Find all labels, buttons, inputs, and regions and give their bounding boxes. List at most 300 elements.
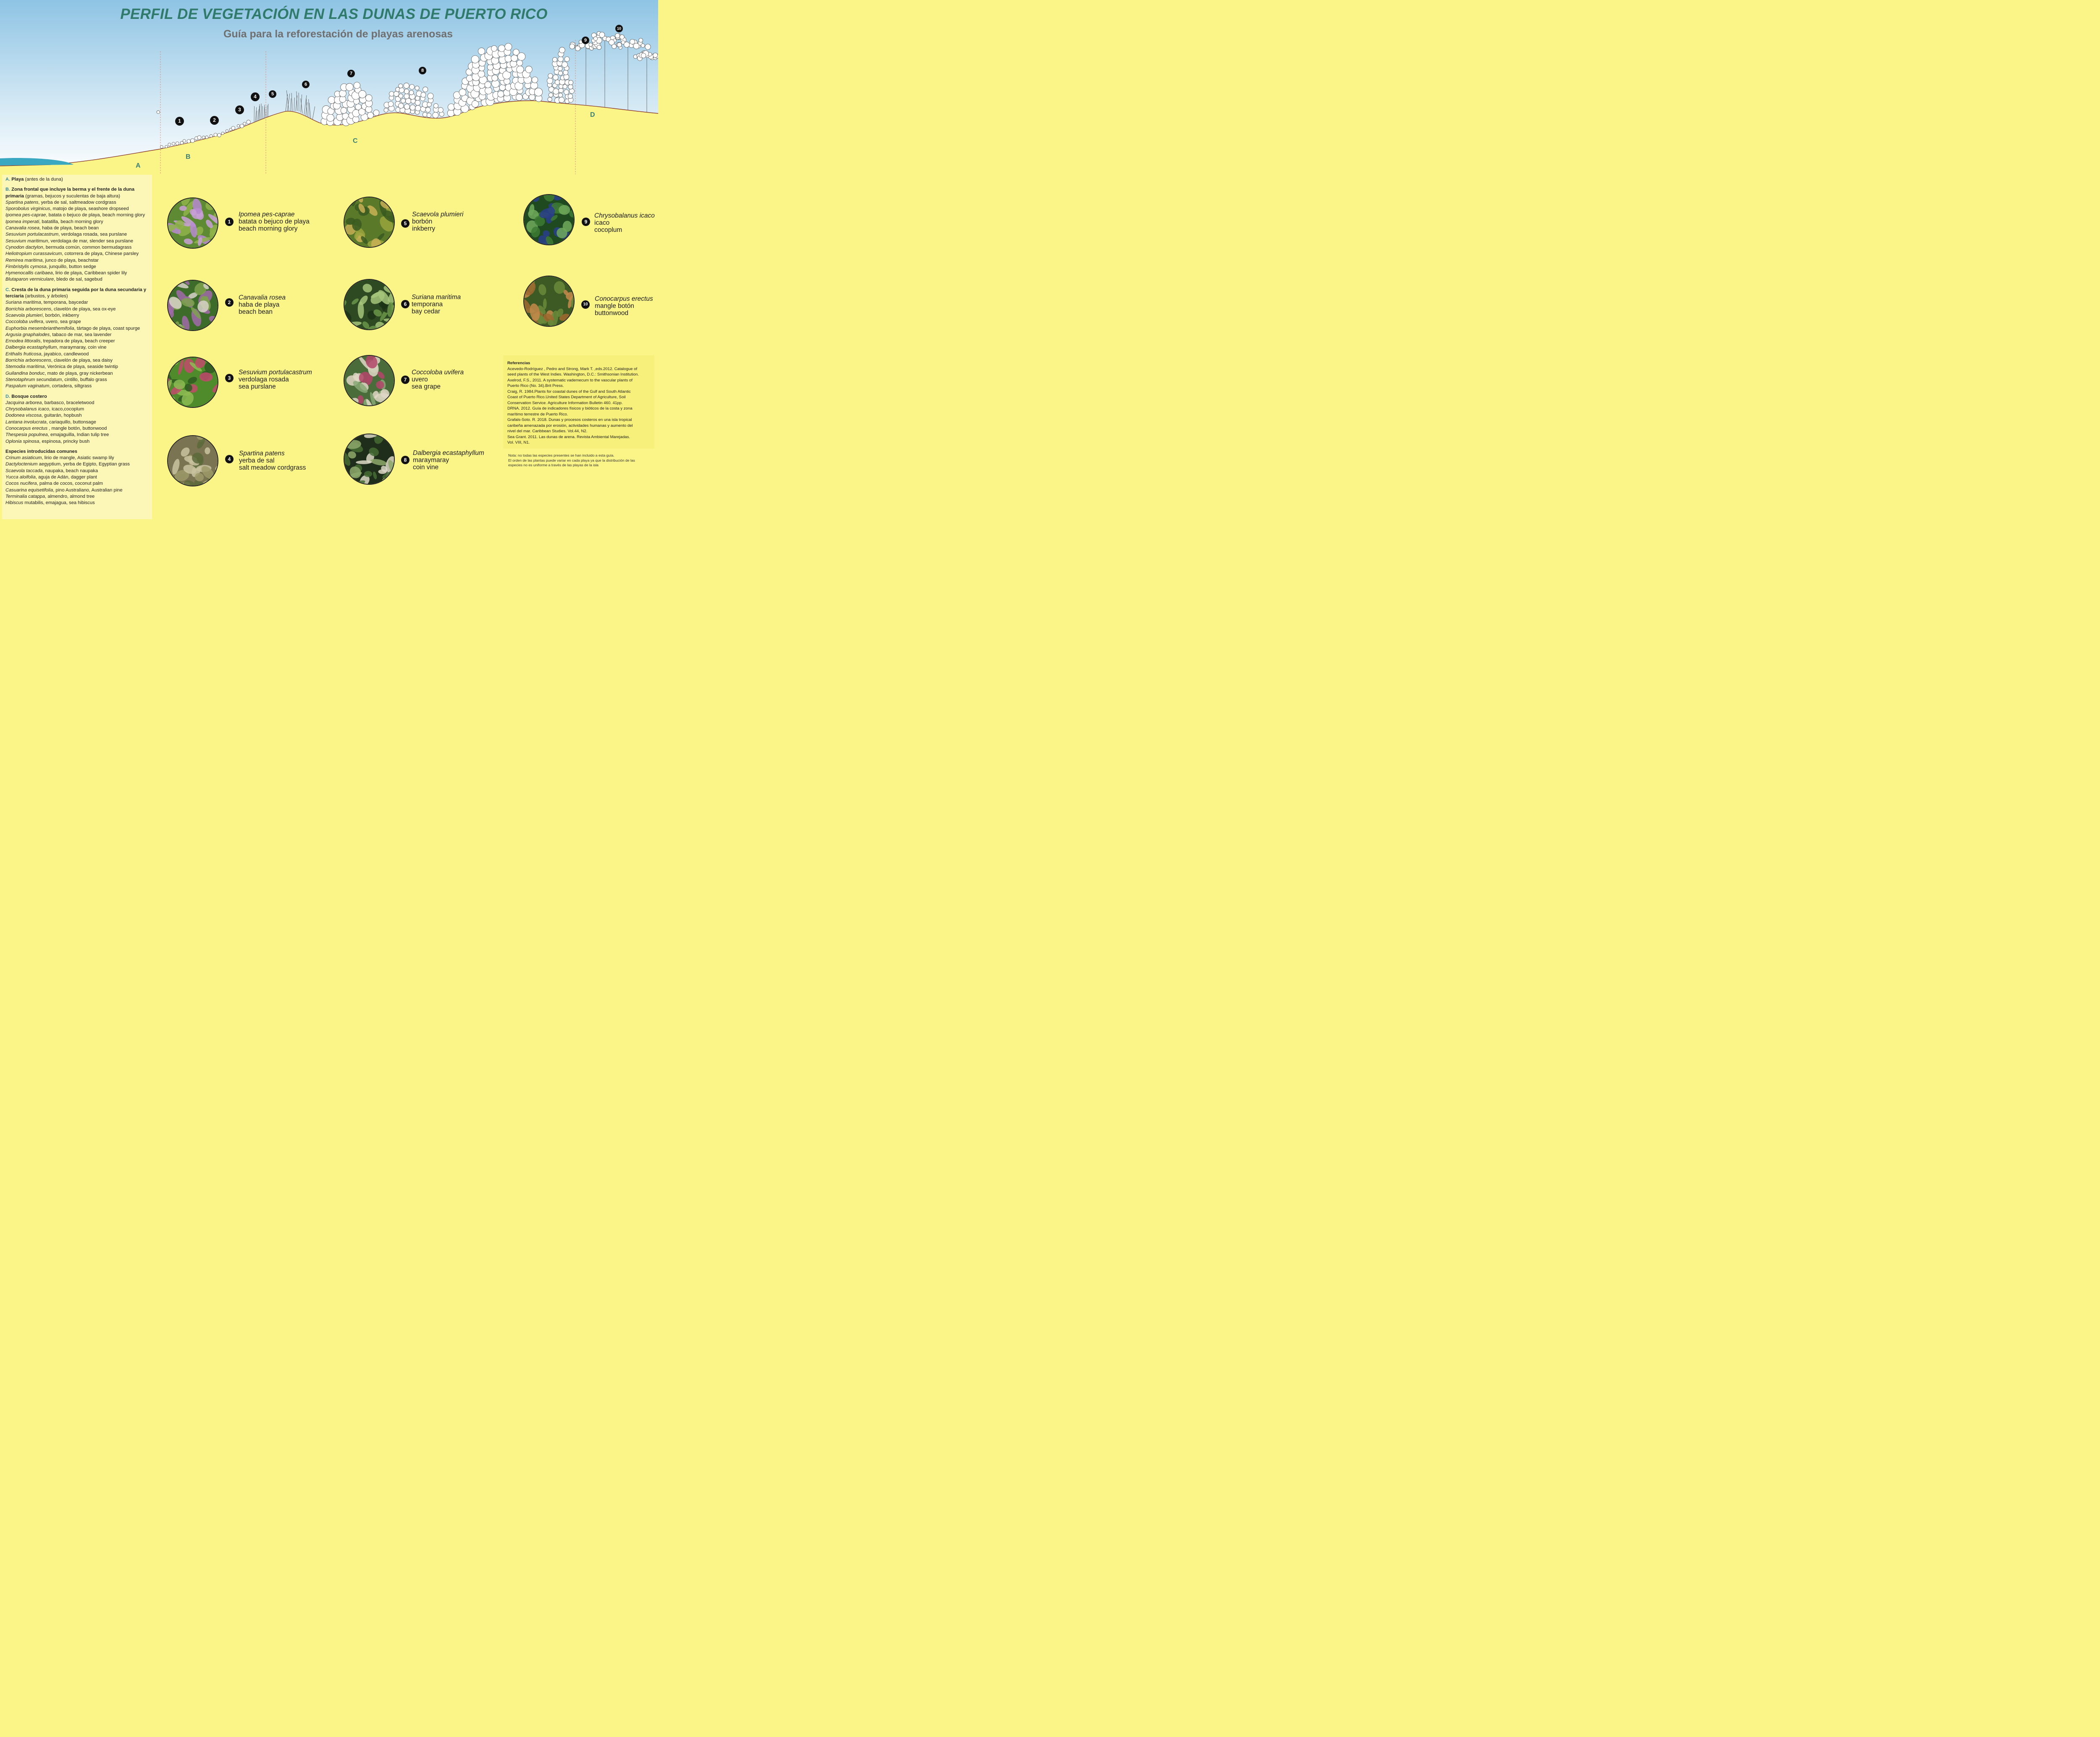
- foliage-leaf: [425, 107, 430, 112]
- species-scientific-name: Blutaparon vermiculare: [5, 277, 54, 282]
- species-scientific-name: Remirea maritima: [5, 258, 43, 263]
- species-item: [5, 244, 149, 251]
- species-item: [5, 338, 149, 344]
- foliage-leaf: [399, 94, 403, 98]
- species-common-names: , borbón, inkberry: [42, 313, 79, 318]
- species-scientific-name: Coccoloba uvifera: [5, 319, 43, 325]
- plant-spanish-name: uvero: [412, 376, 428, 383]
- plant-scientific-name: Ipomea pes-caprae: [239, 211, 295, 218]
- species-item: [5, 270, 149, 276]
- foliage-leaf: [165, 145, 168, 148]
- profile-marker-5: 5: [269, 90, 276, 98]
- species-item: [5, 413, 149, 419]
- species-common-names: , mangle botón, buttonwood: [49, 426, 107, 431]
- plant-english-name: beach morning glory: [239, 225, 298, 232]
- foliage-leaf: [498, 91, 504, 97]
- reference-line: seed plants of the West Indies. Washington, D.C.: Smithsonian Institution.: [507, 372, 639, 377]
- section-title: Zona frontal que incluye la berma y el frente de la duna primaria: [5, 187, 135, 199]
- plant-scientific-name: Chrysobalanus icaco: [594, 212, 655, 219]
- species-item: [5, 200, 149, 206]
- plant-english-name: inkberry: [412, 225, 436, 232]
- species-common-names: , Verónica de playa, seaside twintip: [45, 364, 118, 370]
- references-heading: Referencias: [507, 361, 530, 365]
- species-scientific-name: Borrichia arborescens: [5, 306, 51, 312]
- species-item: [5, 383, 149, 389]
- foliage-leaf: [409, 90, 414, 95]
- foliage-leaf: [404, 83, 409, 88]
- note-line: especies no es uniforme a través de las playas de la isla: [508, 463, 598, 468]
- species-common-names: , cotorrera de playa, Chinese parsley: [62, 251, 139, 257]
- foliage-leaf: [478, 71, 485, 77]
- foliage-leaf: [447, 110, 454, 117]
- foliage-leaf: [511, 55, 518, 62]
- plant-spanish-name: haba de playa: [239, 301, 280, 308]
- foliage-leaf: [384, 108, 388, 112]
- species-common-names: , junco de playa, beachstar: [42, 258, 99, 263]
- species-common-names: , guitarán, hopbush: [41, 413, 82, 418]
- species-scientific-name: Scaevola taccada: [5, 468, 43, 473]
- section-subtitle: (antes de la duna): [24, 177, 63, 182]
- species-scientific-name: Suriana maritima: [5, 300, 41, 305]
- foliage-leaf: [529, 94, 536, 100]
- foliage-leaf: [221, 132, 224, 134]
- plant-card-text: [412, 369, 464, 390]
- foliage-leaf: [415, 105, 421, 111]
- plant-card-text: [595, 295, 653, 317]
- foliage-leaf: [532, 77, 538, 83]
- plant-english-name: salt meadow cordgrass: [239, 464, 306, 471]
- plant-number-badge: 1: [225, 218, 234, 226]
- reference-line: Conservation Service. Agriculture Information Bulletin 460. 41pp.: [507, 400, 623, 405]
- species-scientific-name: Lantana involucrata: [5, 419, 47, 425]
- foliage-leaf: [564, 74, 569, 80]
- morning-glory-photo: [167, 197, 218, 249]
- foliage-leaf: [612, 44, 617, 49]
- species-common-names: , cortadera, siltgrass: [49, 384, 92, 389]
- species-scientific-name: Hymenocallis caribaea: [5, 271, 53, 276]
- species-common-names: , bermuda común, common bermudagrass: [43, 244, 132, 250]
- foliage-leaf: [427, 113, 431, 117]
- foliage-leaf: [205, 136, 208, 139]
- foliage-leaf: [645, 44, 651, 50]
- species-common-names: , maraymaray, coin vine: [57, 345, 107, 350]
- species-item: [5, 377, 149, 383]
- cordgrass-photo: [167, 435, 218, 486]
- foliage-leaf: [559, 97, 564, 102]
- plant-number-badge: 9: [582, 218, 590, 226]
- plant-scientific-name: Coccoloba uvifera: [412, 369, 464, 376]
- species-item: [5, 432, 149, 438]
- species-scientific-name: Ipomea imperati: [5, 219, 39, 224]
- species-scientific-name: Fimbristylis cymosa: [5, 264, 47, 269]
- species-scientific-name: Hibiscus: [5, 500, 24, 506]
- plant-english-name: beach bean: [239, 308, 273, 315]
- foliage-leaf: [564, 57, 570, 62]
- section-title: Cresta de la duna primaria seguida por la duna secundaria y terciaria: [5, 287, 147, 299]
- species-item: [5, 426, 149, 432]
- section-heading: [5, 394, 149, 400]
- species-common-names: , jayabico, candlewood: [41, 351, 89, 357]
- species-scientific-name: Ipomea pes-caprae: [5, 213, 46, 218]
- foliage-leaf: [399, 88, 404, 93]
- foliage-leaf: [411, 99, 415, 103]
- species-scientific-name: Erithalis fruticosa: [5, 351, 42, 357]
- plant-scientific-name: Canavalia rosea: [239, 294, 286, 301]
- plant-card-text: [239, 369, 312, 390]
- foliage-leaf: [401, 99, 406, 103]
- species-item: [5, 225, 149, 231]
- species-common-names: , tabaco de mar, sea lavender: [50, 332, 112, 337]
- note-line: El orden de las plantas puede variar en cada playa ya que la distribución de las: [508, 458, 635, 462]
- foliage-leaf: [368, 112, 374, 118]
- foliage-leaf: [563, 70, 568, 75]
- foliage-leaf: [415, 86, 419, 90]
- species-common-names: , barbasco, braceletwood: [42, 400, 94, 405]
- plant-scientific-name: Sesuvium portulacastrum: [239, 369, 312, 376]
- section-letter: B.: [5, 187, 10, 192]
- species-item: [5, 332, 149, 338]
- species-common-names: , clavelón de playa, sea daisy: [51, 358, 113, 363]
- species-common-names: , cariaquillo, buttonsage: [46, 419, 96, 425]
- section-title: Especies introducidas comunes: [5, 449, 77, 454]
- foliage-leaf: [589, 43, 593, 47]
- species-common-names: , almendro, almond tree: [45, 494, 95, 499]
- plant-spanish-name: icaco: [594, 219, 610, 226]
- plant-spanish-name: verdolaga rosada: [239, 376, 289, 383]
- section-title: Playa: [11, 177, 24, 182]
- reference-line: Puerto Rico (No. 34).Brit Press.: [507, 384, 564, 388]
- species-common-names: , trepadora de playa, beach creeper: [40, 339, 115, 344]
- species-item: [5, 500, 149, 506]
- species-common-names: mutabilis, emajagua, sea hibiscus: [23, 500, 95, 506]
- section-heading: [5, 187, 149, 200]
- species-common-names: , lirio de playa, Caribbean spider lily: [52, 271, 127, 276]
- species-common-names: , batatilla, beach morning glory: [39, 219, 103, 224]
- species-section: [5, 449, 149, 507]
- foliage-leaf: [525, 66, 532, 73]
- foliage-leaf: [341, 108, 347, 114]
- references-box: [503, 355, 654, 449]
- species-item: [5, 400, 149, 406]
- foliage-leaf: [641, 53, 646, 58]
- species-item: [5, 258, 149, 264]
- foliage-leaf: [433, 112, 438, 118]
- foliage-leaf: [534, 88, 542, 96]
- reference-line: Grafals-Soto. R. 2018. Dunas y procesos costeros en una isla tropical: [507, 418, 632, 422]
- species-common-names: , junquillo, button sedge: [46, 264, 96, 269]
- plant-card-text: [412, 294, 461, 315]
- plant-number-badge: 8: [401, 456, 410, 464]
- foliage-leaf: [247, 120, 250, 124]
- foliage-leaf: [548, 97, 552, 102]
- species-common-names: , emajaguilla, Indian tulip tree: [47, 432, 109, 438]
- species-common-names: , matojo de playa, seashore dropseed: [50, 206, 129, 212]
- species-scientific-name: Dodonea viscosa: [5, 413, 42, 418]
- section-letter: C.: [5, 287, 10, 292]
- foliage-leaf: [597, 45, 601, 50]
- foliage-leaf: [555, 80, 560, 85]
- foliage-leaf: [176, 142, 179, 145]
- species-scientific-name: Cynodon dactylon: [5, 244, 43, 250]
- foliage-leaf: [499, 84, 506, 91]
- reference-line: nivel del mar. Caribbean Studies. Vol.44, N2.: [507, 429, 588, 434]
- foliage-leaf: [243, 122, 246, 125]
- zone-label-a: A: [136, 162, 141, 169]
- foliage-leaf: [365, 95, 372, 101]
- foliage-leaf: [218, 133, 221, 137]
- species-item: [5, 487, 149, 494]
- species-item: [5, 481, 149, 487]
- species-item: [5, 306, 149, 313]
- foliage-leaf: [197, 136, 201, 139]
- species-item: [5, 406, 149, 413]
- species-list-panel: [2, 175, 152, 519]
- reference-line: Craig, R. 1984.Plants for coastal dunes of the Gulf and South Atlantic: [507, 389, 631, 394]
- foliage-leaf: [505, 55, 512, 62]
- species-common-names: , pino Australiano, Australian pine: [53, 487, 123, 493]
- plant-number-badge: 2: [225, 298, 234, 307]
- section-heading: [5, 287, 149, 300]
- foliage-leaf: [641, 44, 645, 47]
- species-common-names: , batata o bejuco de playa, beach morning glory: [46, 213, 145, 218]
- foliage-leaf: [459, 89, 466, 96]
- foliage-leaf: [516, 94, 522, 101]
- foliage-leaf: [505, 43, 512, 50]
- species-common-names: , naupaka, beach naupaka: [42, 468, 98, 473]
- foliage-leaf: [423, 112, 427, 117]
- plant-spanish-name: temporana: [412, 301, 443, 308]
- references-list: [507, 366, 650, 446]
- foliage-leaf: [467, 75, 473, 81]
- species-scientific-name: Oplonia spinosa: [5, 439, 39, 444]
- foliage-leaf: [226, 130, 228, 132]
- species-item: [5, 494, 149, 500]
- species-item: [5, 351, 149, 357]
- reference-line: Coast of Puerto Rico.United States Department of Agriculture, Soil: [507, 395, 626, 399]
- plant-scientific-name: Dalbergia ecastaphyllum: [413, 449, 484, 457]
- foliage-leaf: [231, 126, 235, 130]
- species-item: [5, 206, 149, 212]
- species-scientific-name: Heliotropium curassavicum: [5, 251, 62, 257]
- species-scientific-name: Argusia gnaphalodes: [5, 332, 50, 337]
- profile-marker-9: 9: [582, 37, 589, 44]
- foliage-leaf: [562, 62, 568, 68]
- species-scientific-name: Conocarpus erectus: [5, 426, 49, 431]
- plant-scientific-name: Conocarpus erectus: [595, 295, 653, 302]
- species-scientific-name: Euphorbia mesembrianthemifolia: [5, 326, 74, 331]
- zone-label-d: D: [590, 111, 595, 118]
- foliage-leaf: [346, 83, 353, 91]
- beach-bean-photo: [167, 280, 218, 331]
- sea-purslane-photo: [167, 357, 218, 408]
- foliage-leaf: [428, 93, 433, 99]
- species-item: [5, 461, 149, 468]
- foliage-leaf: [438, 108, 443, 113]
- section-title: Bosque costero: [11, 394, 47, 399]
- reference-line: marítimo terrestre de Puerto Rico.: [507, 412, 568, 417]
- foliage-leaf: [485, 87, 492, 94]
- foliage-leaf: [485, 81, 491, 88]
- section-heading: [5, 176, 149, 183]
- foliage-leaf: [183, 139, 186, 142]
- coin-vine-photo: [344, 434, 395, 485]
- foliage-leaf: [553, 75, 558, 80]
- plant-number-badge: 6: [401, 300, 410, 308]
- species-section: [5, 187, 149, 283]
- foliage-leaf: [354, 82, 360, 89]
- foliage-leaf: [530, 82, 538, 89]
- species-scientific-name: Borrichia arborescens: [5, 358, 51, 363]
- species-common-names: , palma de cocos, coconut palm: [37, 481, 103, 486]
- section-letter: D.: [5, 394, 10, 399]
- bay-cedar-photo: [344, 279, 395, 330]
- plant-spanish-name: borbón: [412, 218, 433, 225]
- species-common-names: , espinosa, princky bush: [39, 439, 90, 444]
- foliage-leaf: [624, 42, 630, 47]
- reference-line: Vol. VIII, N1.: [507, 440, 530, 445]
- species-item: [5, 300, 149, 306]
- foliage-leaf: [168, 143, 171, 146]
- species-common-names: , bledo de sal, sagebud: [54, 277, 102, 282]
- zone-label-b: B: [186, 153, 191, 160]
- zone-label-c: C: [353, 137, 358, 145]
- species-common-names: , clavelón de playa, sea ox-eye: [51, 306, 116, 312]
- species-section: [5, 394, 149, 445]
- foliage-leaf: [517, 53, 525, 60]
- species-common-names: , icaco,cocoplum: [49, 407, 84, 412]
- reference-line: Acevedo-Rodríguez , Pedro and Strong, Mark T. ,eds.2012. Catalogue of: [507, 366, 638, 371]
- foliage-leaf: [559, 47, 565, 53]
- page-title: PERFIL DE VEGETACIÓN EN LAS DUNAS DE PUERTO RICO: [120, 6, 548, 22]
- species-item: [5, 474, 149, 481]
- section-heading: [5, 449, 149, 455]
- foliage-leaf: [389, 92, 394, 97]
- species-scientific-name: Thespesia populnea: [5, 432, 48, 438]
- species-common-names: , haba de playa, beach bean: [39, 226, 99, 231]
- foliage-leaf: [359, 90, 366, 98]
- species-common-names: , lirio de mangle, Asiatic swamp lily: [42, 455, 114, 461]
- foliage-leaf: [558, 71, 562, 75]
- species-common-names: aegyptium, yerba de Egipto, Egyptian grass: [37, 462, 130, 467]
- species-item: [5, 344, 149, 351]
- species-item: [5, 319, 149, 325]
- species-item: [5, 468, 149, 474]
- species-common-names: , verdolaga de mar, slender sea purslane: [48, 238, 134, 244]
- species-scientific-name: Chrysobalanus icaco: [5, 407, 49, 412]
- plant-english-name: sea purslane: [239, 383, 276, 390]
- foliage-leaf: [548, 74, 553, 78]
- page-subtitle: Guía para la reforestación de playas arenosas: [223, 28, 453, 40]
- species-item: [5, 357, 149, 364]
- species-common-names: , yerba de sal, saltmeadow cordgrass: [38, 200, 116, 205]
- species-item: [5, 364, 149, 370]
- foliage-leaf: [160, 145, 163, 148]
- plant-english-name: coin vine: [413, 464, 439, 471]
- reference-line: DRNA. 2012. Guía de indicadores físicos y bióticos de la costa y zona: [507, 406, 633, 411]
- plant-english-name: bay cedar: [412, 308, 441, 315]
- cocoplum-photo: [523, 194, 575, 245]
- plant-spanish-name: batata o bejuco de playa: [239, 218, 310, 225]
- plant-card-text: [413, 449, 484, 471]
- species-scientific-name: Yucca aloifolia: [5, 475, 36, 480]
- species-item: [5, 231, 149, 238]
- species-item: [5, 276, 149, 283]
- species-scientific-name: Crinum asiaticum: [5, 455, 42, 461]
- foliage-leaf: [553, 89, 559, 95]
- foliage-leaf: [406, 98, 411, 104]
- foliage-leaf: [421, 92, 426, 97]
- species-item: [5, 212, 149, 218]
- species-item: [5, 238, 149, 244]
- species-common-names: , tártago de playa, coast spurge: [74, 326, 140, 331]
- plant-scientific-name: Scaevola plumieri: [412, 211, 464, 218]
- foliage-leaf: [399, 103, 404, 108]
- foliage-leaf: [404, 94, 409, 99]
- species-common-names: , cintillo, buffalo grass: [62, 377, 107, 382]
- foliage-leaf: [191, 139, 195, 143]
- foliage-leaf: [339, 90, 346, 97]
- foliage-leaf: [653, 53, 658, 58]
- species-item: [5, 455, 149, 461]
- inkberry-photo: [344, 197, 395, 248]
- species-scientific-name: Sporobolus virginicus: [5, 206, 50, 212]
- foliage-leaf: [433, 103, 438, 108]
- plant-english-name: cocoplum: [594, 226, 622, 234]
- foliage-leaf: [187, 139, 191, 143]
- species-scientific-name: Ernodea littoralis: [5, 339, 41, 344]
- species-item: [5, 419, 149, 426]
- profile-marker-6: 6: [302, 81, 310, 88]
- plant-spanish-name: yerba de sal: [239, 457, 275, 464]
- species-common-names: , temporana, baycedar: [41, 300, 88, 305]
- species-common-names: , aguja de Adán, dagger plant: [35, 475, 97, 480]
- sea-grape-photo: [344, 355, 395, 406]
- profile-marker-7: 7: [347, 70, 355, 77]
- species-scientific-name: Casuarina equisetifolia: [5, 487, 53, 493]
- species-item: [5, 326, 149, 332]
- species-item: [5, 251, 149, 257]
- foliage-leaf: [568, 84, 573, 89]
- plant-spanish-name: mangle botón: [595, 302, 634, 310]
- foliage-leaf: [575, 46, 580, 51]
- species-scientific-name: Sesuvium portulacastrum: [5, 232, 59, 237]
- species-scientific-name: Terminalia catappa: [5, 494, 45, 499]
- section-subtitle: (gramas, bejucos y suculentas de baja altura): [24, 193, 120, 199]
- plant-number-badge: 3: [225, 374, 234, 382]
- species-item: [5, 264, 149, 270]
- species-item: [5, 313, 149, 319]
- foliage-leaf: [492, 75, 498, 81]
- dune-profile-illustration: [0, 0, 658, 176]
- foliage-leaf: [423, 87, 428, 92]
- foliage-leaf: [569, 80, 573, 85]
- profile-marker-10: 10: [615, 25, 623, 32]
- species-scientific-name: Guilandina bonduc: [5, 371, 45, 376]
- species-item: [5, 371, 149, 377]
- plant-number-badge: 7: [401, 376, 410, 384]
- plant-scientific-name: Suriana maritima: [412, 294, 461, 301]
- foliage-leaf: [210, 134, 213, 137]
- foliage-leaf: [617, 42, 622, 47]
- foliage-leaf: [448, 104, 454, 110]
- foliage-leaf: [568, 94, 572, 98]
- foliage-leaf: [415, 100, 420, 105]
- foliage-leaf: [237, 124, 239, 127]
- foliage-leaf: [517, 60, 522, 66]
- foliage-leaf: [471, 55, 479, 63]
- plant-card-text: [239, 294, 286, 315]
- species-section: [5, 176, 149, 183]
